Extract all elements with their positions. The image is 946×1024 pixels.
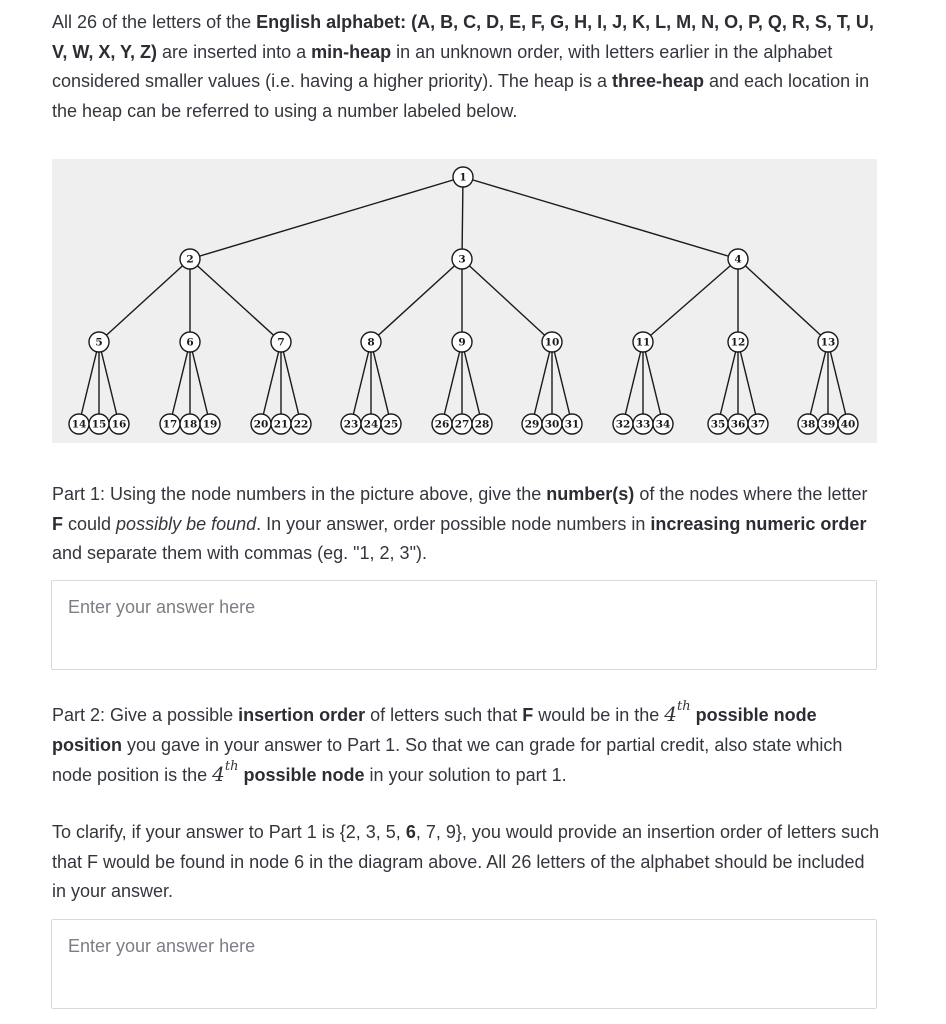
clarify-text: , 7, 9}, you would provide an insertion order of letters such that F would be found in node 6 in the diagram above. All 26 letters of the alphabet should be included in your answer.	[52, 822, 880, 901]
tree-edge	[623, 342, 643, 424]
part1-text: could	[63, 513, 117, 534]
tree-node-2	[180, 249, 200, 269]
part2-letter-bold: F	[522, 705, 534, 725]
part2-answer-input[interactable]	[51, 919, 877, 1009]
tree-node-label: 23	[343, 418, 359, 431]
tree-node-label: 9	[458, 336, 466, 349]
tree-node-label: 10	[544, 336, 560, 349]
tree-node-label: 2	[186, 253, 194, 266]
part1-italic: possibly be found	[116, 513, 257, 534]
tree-node-5	[89, 332, 109, 352]
part1-letter-bold: F	[52, 513, 63, 534]
part2-bold: possible node position	[52, 705, 817, 755]
tree-node-label: 33	[635, 418, 651, 431]
clarify-text: To clarify, if your answer to Part 1 is {2, 3, 5,	[52, 822, 406, 842]
tree-node-30	[542, 414, 562, 434]
tree-node-29	[522, 414, 542, 434]
tree-node-8	[361, 332, 381, 352]
tree-node-label: 17	[162, 418, 178, 431]
tree-edge	[442, 342, 462, 424]
tree-edge	[281, 342, 301, 424]
tree-node-14	[69, 414, 89, 434]
intro-text: and each location in the heap can be referred to using a number labeled below.	[52, 71, 870, 121]
intro-three-heap-bold: three-heap	[611, 71, 704, 91]
tree-edge	[462, 177, 463, 259]
tree-node-label: 20	[253, 418, 269, 431]
tree-node-label: 25	[383, 418, 399, 431]
tree-node-label: 28	[474, 418, 490, 431]
tree-node-label: 36	[730, 418, 746, 431]
tree-node-38	[798, 414, 818, 434]
tree-node-label: 27	[454, 418, 470, 431]
part1-paragraph	[52, 480, 882, 569]
part1-text: of the nodes where the letter	[634, 484, 868, 504]
tree-edge	[738, 259, 828, 342]
math-sup: th	[677, 699, 691, 715]
tree-edge	[643, 259, 738, 342]
part2-math-4th	[664, 699, 691, 726]
part2-text: would be in the	[533, 705, 665, 725]
intro-min-heap-bold: min-heap	[311, 41, 392, 62]
tree-node-9	[452, 332, 472, 352]
part1-text: . In your answer, order possible node numbers in	[256, 513, 651, 534]
tree-node-label: 24	[363, 418, 379, 431]
math-base: 4	[664, 702, 678, 726]
tree-edge	[79, 342, 99, 424]
tree-node-label: 35	[710, 418, 726, 431]
tree-node-label: 12	[730, 336, 746, 349]
tree-node-40	[838, 414, 858, 434]
tree-node-label: 30	[544, 418, 560, 431]
part2-math-4th	[212, 759, 239, 786]
tree-node-16	[109, 414, 129, 434]
tree-node-11	[633, 332, 653, 352]
tree-node-39	[818, 414, 838, 434]
part2-paragraph	[52, 700, 882, 791]
tree-node-label: 16	[111, 418, 127, 431]
tree-node-33	[633, 414, 653, 434]
tree-edge	[261, 342, 281, 424]
clarify-bold: 6	[405, 822, 416, 842]
tree-node-label: 22	[293, 418, 309, 431]
tree-node-21	[271, 414, 291, 434]
tree-edge	[532, 342, 552, 424]
tree-node-label: 26	[434, 418, 450, 431]
tree-edge	[99, 342, 119, 424]
tree-edge	[718, 342, 738, 424]
part2-text: in your solution to part 1.	[364, 765, 567, 785]
part1-text: and separate them with commas (eg. "1, 2, 3").	[52, 543, 427, 563]
intro-text: All 26 of the letters of the	[52, 12, 257, 32]
tree-node-35	[708, 414, 728, 434]
tree-node-label: 34	[655, 418, 671, 431]
tree-node-label: 5	[95, 336, 103, 349]
tree-edge	[552, 342, 572, 424]
tree-node-34	[653, 414, 673, 434]
tree-edge	[371, 342, 391, 424]
clarify-paragraph	[52, 818, 882, 907]
part2-text: of letters such that	[365, 705, 523, 725]
tree-node-label: 31	[564, 418, 580, 431]
part1-bold: number(s)	[546, 484, 635, 504]
tree-node-label: 8	[367, 336, 375, 349]
tree-node-26	[432, 414, 452, 434]
tree-node-label: 14	[71, 418, 87, 431]
tree-node-label: 29	[524, 418, 540, 431]
tree-node-label: 18	[182, 418, 198, 431]
math-sup: th	[224, 759, 239, 775]
part1-answer-input[interactable]	[51, 580, 877, 670]
tree-node-label: 3	[458, 253, 466, 266]
tree-node-label: 37	[750, 418, 766, 431]
tree-node-1	[453, 167, 473, 187]
tree-node-label: 38	[800, 418, 816, 431]
part2-text: Part 2: Give a possible	[52, 705, 239, 725]
tree-edge	[462, 342, 482, 424]
tree-edge	[808, 342, 828, 424]
tree-node-15	[89, 414, 109, 434]
tree-node-18	[180, 414, 200, 434]
tree-node-27	[452, 414, 472, 434]
tree-node-label: 32	[615, 418, 631, 431]
tree-node-label: 21	[273, 418, 289, 431]
part2-bold: possible node	[238, 765, 365, 785]
tree-edge	[462, 259, 552, 342]
part2-text: you gave in your answer to Part 1. So that we can grade for partial credit, also state which node position is the	[52, 734, 843, 785]
tree-node-label: 19	[202, 418, 218, 431]
tree-node-label: 40	[840, 418, 856, 431]
tree-node-label: 15	[91, 418, 107, 431]
intro-paragraph	[52, 8, 882, 126]
tree-node-label: 7	[277, 336, 285, 349]
intro-text: in an unknown order, with letters earlier in the alphabet considered smaller values (i.e. having a higher priority). The heap is a	[52, 41, 833, 91]
tree-node-19	[200, 414, 220, 434]
tree-node-20	[251, 414, 271, 434]
part2-bold: insertion order	[238, 705, 366, 725]
tree-node-12	[728, 332, 748, 352]
math-base: 4	[212, 762, 225, 786]
tree-node-label: 13	[820, 336, 836, 349]
tree-edge	[463, 177, 738, 259]
tree-node-13	[818, 332, 838, 352]
tree-node-4	[728, 249, 748, 269]
tree-node-17	[160, 414, 180, 434]
tree-node-28	[472, 414, 492, 434]
tree-node-label: 11	[635, 336, 651, 349]
tree-node-23	[341, 414, 361, 434]
intro-alphabet-bold: English alphabet: (A, B, C, D, E, F, G, H, I, J, K, L, M, N, O, P, Q, R, S, T, U, V, W, X, Y, Z)	[52, 12, 874, 62]
tree-node-7	[271, 332, 291, 352]
tree-node-6	[180, 332, 200, 352]
tree-node-22	[291, 414, 311, 434]
tree-node-36	[728, 414, 748, 434]
tree-node-label: 39	[820, 418, 836, 431]
tree-node-label: 4	[734, 253, 742, 266]
part1-bold: increasing numeric order	[650, 513, 867, 534]
tree-edge	[190, 259, 281, 342]
tree-edge	[190, 342, 210, 424]
tree-edge	[170, 342, 190, 424]
tree-node-37	[748, 414, 768, 434]
tree-node-31	[562, 414, 582, 434]
tree-edge	[371, 259, 462, 342]
tree-edge	[828, 342, 848, 424]
tree-edge	[190, 177, 463, 259]
intro-text: are inserted into a	[157, 41, 312, 62]
tree-node-label: 6	[186, 336, 194, 349]
part1-text: Part 1: Using the node numbers in the picture above, give the	[52, 484, 547, 504]
tree-node-label: 1	[459, 171, 467, 184]
tree-node-32	[613, 414, 633, 434]
tree-edge	[351, 342, 371, 424]
tree-node-25	[381, 414, 401, 434]
tree-edge	[738, 342, 758, 424]
tree-node-24	[361, 414, 381, 434]
tree-node-3	[452, 249, 472, 269]
tree-edge	[643, 342, 663, 424]
heap-tree	[52, 159, 877, 443]
tree-node-10	[542, 332, 562, 352]
heap-diagram	[52, 159, 877, 443]
tree-edge	[99, 259, 190, 342]
